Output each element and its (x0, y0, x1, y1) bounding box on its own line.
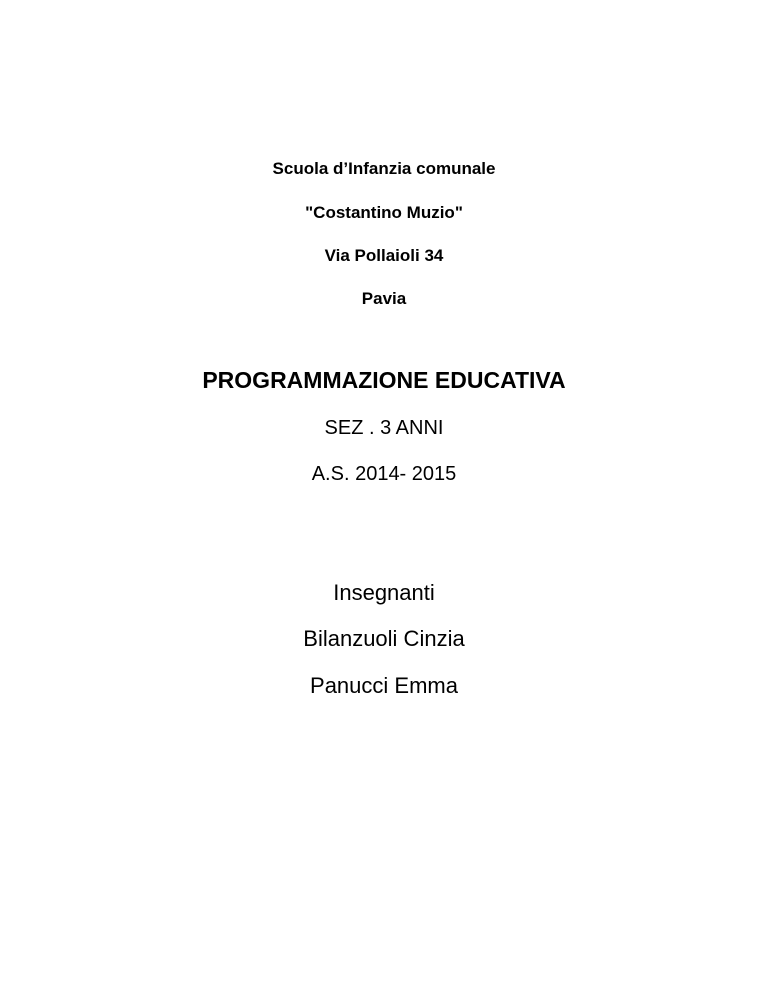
program-title: PROGRAMMAZIONE EDUCATIVA (202, 367, 566, 393)
teacher-name: Bilanzuoli Cinzia (303, 626, 465, 651)
teachers-heading: Insegnanti (333, 580, 435, 605)
school-named-after: "Costantino Muzio" (305, 203, 463, 222)
school-city: Pavia (361, 289, 407, 308)
school-address: Via Pollaioli 34 (324, 246, 444, 265)
section-label: SEZ . 3 ANNI (324, 417, 444, 439)
school-name: Scuola d’Infanzia comunale (272, 159, 496, 178)
teacher-name: Panucci Emma (310, 673, 458, 698)
school-year: A.S. 2014- 2015 (311, 463, 457, 485)
